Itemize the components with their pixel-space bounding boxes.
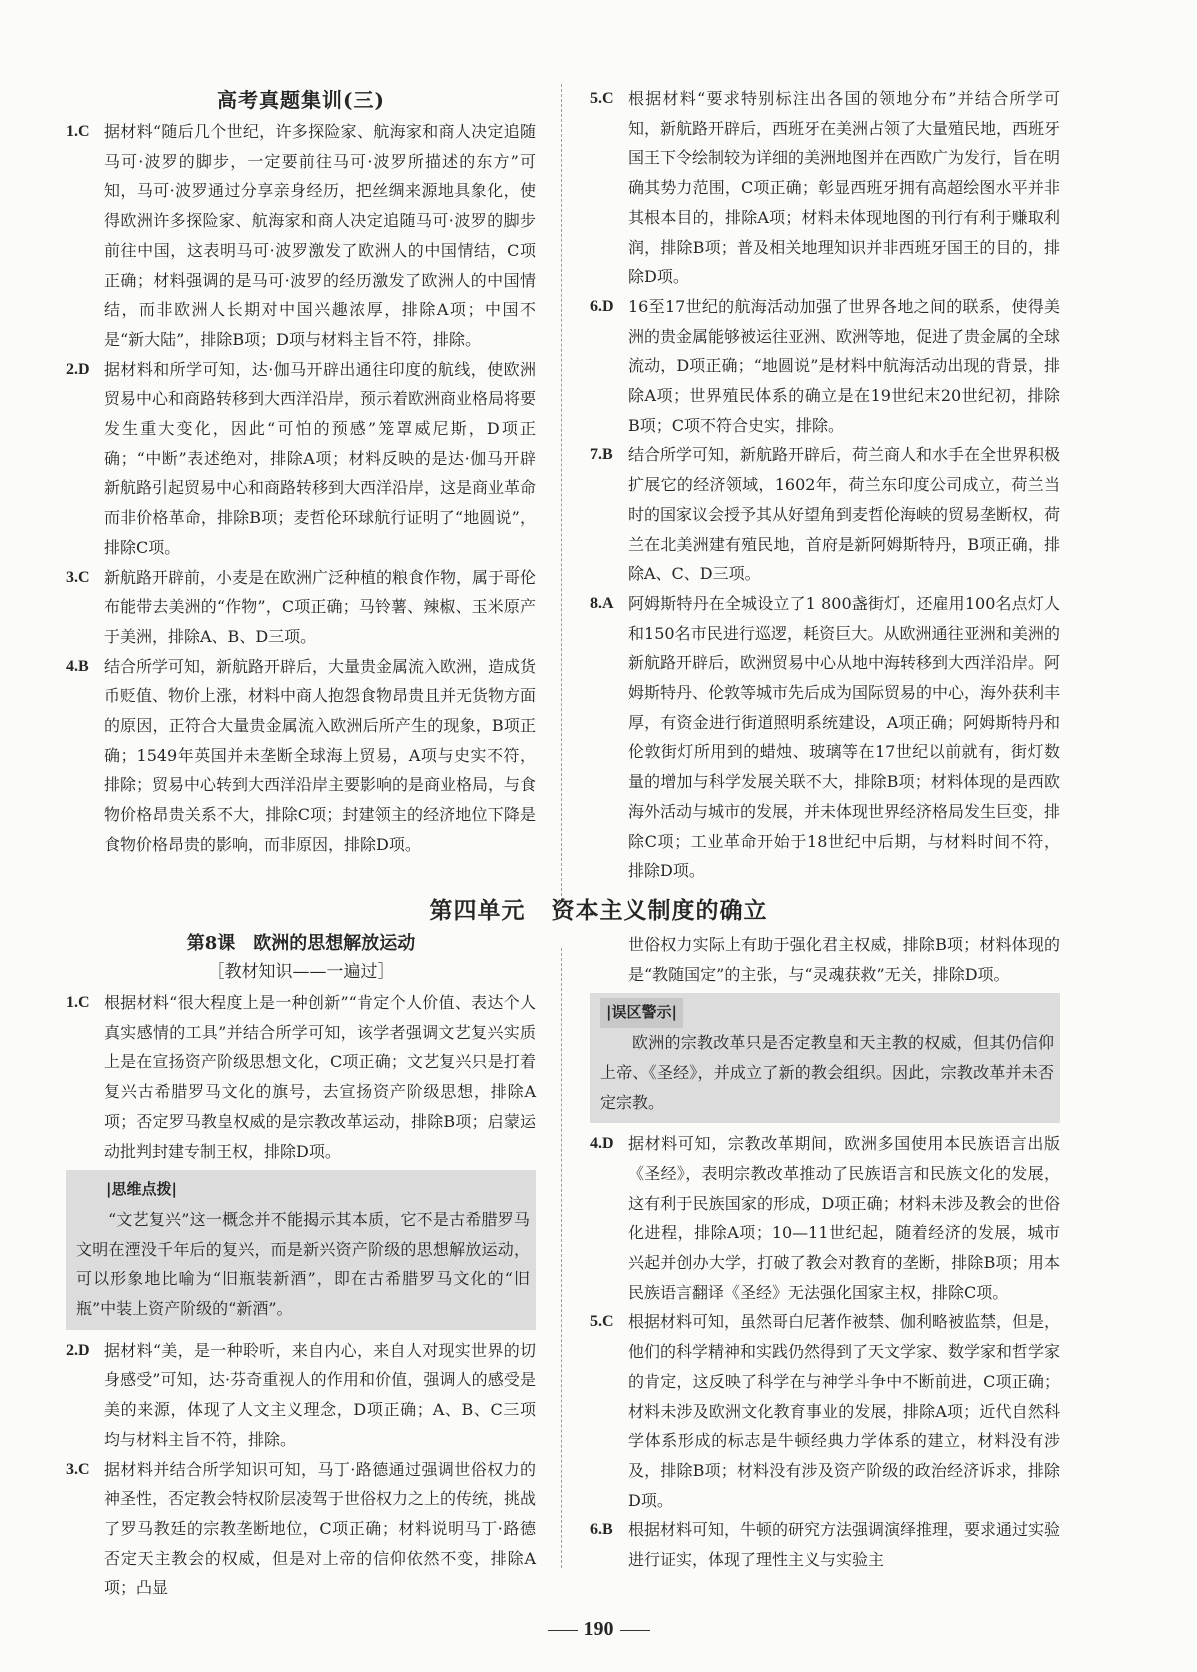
answer-number: 3.C (66, 568, 90, 586)
answer-item (66, 988, 536, 1166)
answer-number: 6.B (590, 1521, 613, 1539)
answer-text: 16至17世纪的航海活动加强了世界各地之间的联系，使得美洲的贵金属能够被运往亚洲、欧洲等地，促进了贵金属的全球流动，D项正确；“地圆说”是材料中航海活动出现的背景，排除A项；世界殖民体系的确立是在19世纪末20世纪初，排除B项；C项不符合史实，排除。 (628, 296, 1061, 435)
answer-item (590, 292, 1060, 441)
left-column-top (66, 84, 536, 860)
lesson-title: 第8课 欧洲的思想解放运动 (186, 933, 416, 954)
answer-number: 2.D (66, 1341, 90, 1359)
tip-box-text: “文艺复兴”这一概念并不能揭示其本质，它不是古希腊罗马文明在湮没千年后的复兴，而是新兴资产阶级的思想解放运动，可以形象地比喻为“旧瓶装新酒”，即在古希腊罗马文化的“旧瓶”中装上资产阶级的“新酒”。 (76, 1209, 530, 1319)
answer-text: 根据材料“要求特别标注出各国的领地分布”并结合所学可知，新航路开辟后，西班牙在美洲占领了大量殖民地，西班牙国王下令绘制较为详细的美洲地图并在西欧广为发行，旨在明确其势力范围，C项正确；彰显西班牙拥有高超绘图水平并非其根本目的，排除A项；材料未体现地图的刊行有利于赚取利润，排除B项；普及相关地理知识并非西班牙国王的目的，排除D项。 (628, 89, 1061, 287)
answer-number: 4.D (590, 1135, 614, 1153)
column-divider-bottom (561, 948, 562, 1568)
answer-text: 据材料可知，宗教改革期间，欧洲多国使用本民族语言出版《圣经》，表明宗教改革推动了民族语言和民族文化的发展，这有利于民族国家的形成，D项正确；材料未涉及教会的世俗化进程，排除A项；10—11世纪起，随着经济的发展，城市兴起并创办大学，打破了教会对教育的垄断，排除B项；用本民族语言翻译《圣经》无法强化国家主权，排除C项。 (628, 1134, 1060, 1302)
answer-number: 1.C (66, 994, 90, 1011)
answer-text: 据材料并结合所学知识可知，马丁·路德通过强调世俗权力的神圣性，否定教会特权阶层凌驾于世俗权力之上的传统，挑战了罗马教廷的宗教垄断地位，C项正确；材料说明马丁·路德否定天主教会的权威，但是对上帝的信仰依然不变，排除A项；凸显 (104, 1459, 537, 1598)
answer-number: 5.C (590, 90, 614, 107)
answer-item (590, 440, 1060, 589)
unit-number: 第四单元 (429, 898, 526, 924)
answer-number: 8.A (590, 594, 614, 612)
answer-item (66, 652, 536, 860)
answer-number: 1.C (66, 123, 90, 140)
answer-item (66, 1336, 536, 1455)
answer-text: 据材料“随后几个世纪，许多探险家、航海家和商人决定追随马可·波罗的脚步，一定要前往马可·波罗所描述的东方”可知，马可·波罗通过分享亲身经历，把丝绸来源地具象化，使得欧洲许多探险家、航海家和商人决定追随马可·波罗的脚步前往中国，这表明马可·波罗激发了欧洲人的中国情结，C项正确；材料强调的是马可·波罗的经历激发了欧洲人的中国情结，而非欧洲人长期对中国兴趣浓厚，排除A项；中国不是“新大陆”，排除B项；D项与材料主旨不符，排除。 (104, 122, 536, 349)
answer-item (66, 355, 536, 563)
answer-text: 根据材料可知，虽然哥白尼著作被禁、伽利略被监禁，但是，他们的科学精神和实践仍然得到了天文学家、数学家和哲学家的肯定，这反映了科学在与神学斗争中不断前进，C项正确；材料未涉及欧洲文化教育事业的发展，排除A项；近代自然科学体系形成的标志是牛顿经典力学体系的建立，材料没有涉及，排除B项；材料没有涉及资产阶级的政治经济诉求，排除D项。 (628, 1312, 1061, 1510)
lesson-subhead: ［教材知识——一遍过］ (207, 962, 395, 982)
answer-number: 7.B (590, 446, 613, 464)
unit-name: 资本主义制度的确立 (551, 898, 768, 924)
answer-text: 据材料和所学可知，达·伽马开辟出通往印度的航线，使欧洲贸易中心和商路转移到大西洋沿岸，预示着欧洲商业格局将要发生重大变化，因此“可怕的预感”笼罩威尼斯，D项正确；“中断”表述绝对，排除A项；材料反映的是达·伽马开辟新航路引起贸易中心和商路转移到大西洋沿岸，这是商业革命而非价格革命，排除B项；麦哲伦环球航行证明了“地圆说”，排除C项。 (104, 359, 537, 557)
page-number (0, 1618, 1197, 1641)
tip-box (66, 1170, 536, 1330)
column-divider-top (561, 84, 562, 896)
answer-item (590, 589, 1060, 886)
answer-item (66, 117, 536, 355)
answer-text: 阿姆斯特丹在全城设立了1 800盏街灯，还雇用100名点灯人和150名市民进行巡逻，耗资巨大。从欧洲通往亚洲和美洲的新航路开辟后，欧洲贸易中心从地中海转移到大西洋沿岸。阿姆斯特丹、伦敦等城市先后成为国际贸易的中心，海外获利丰厚，有资金进行街道照明系统建设，A项正确；阿姆斯特丹和伦敦街灯所用到的蜡烛、玻璃等在17世纪以前就有，街灯数量的增加与科学发展关联不大，排除B项；材料体现的是西欧海外活动与城市的发展，并未体现世界经济格局发生巨变，排除C项；工业革命开始于18世纪中后期，与材料时间不符，排除D项。 (628, 593, 1061, 881)
tip-box-label: |思维点拨| (106, 1180, 177, 1199)
answer-text: 根据材料可知，牛顿的研究方法强调演绎推理，要求通过实验进行证实，体现了理性主义与实验主 (628, 1520, 1061, 1570)
section-title: 高考真题集训(三) (217, 88, 385, 112)
answer-text: 世俗权力实际上有助于强化君主权威，排除B项；材料体现的是“教随国定”的主张，与“灵魂获救”无关，排除D项。 (628, 935, 1060, 984)
answer-item (590, 84, 1060, 292)
page-number-text: 190 (583, 1618, 614, 1640)
answer-text: 根据材料“很大程度上是一种创新”“肯定个人价值、表达个人真实感情的工具”并结合所学可知，该学者强调文艺复兴实质上是在宣扬资产阶级思想文化，C项正确；文艺复兴只是打着复兴古希腊罗马文化的旗号，去宣扬资产阶级思想，排除A项；否定罗马教皇权威的是宗教改革运动，排除B项；启蒙运动批判封建专制王权，排除D项。 (104, 993, 536, 1161)
answer-item (66, 563, 536, 652)
answer-item (590, 1307, 1060, 1515)
right-column-bottom (590, 930, 1060, 1575)
answer-number: 4.B (66, 657, 89, 675)
answer-text: 结合所学可知，新航路开辟后，荷兰商人和水手在全世界积极扩展它的经济领域，1602年，荷兰东印度公司成立，荷兰当时的国家议会授予其从好望角到麦哲伦海峡的贸易垄断权，荷兰在北美洲建有殖民地，首府是新阿姆斯特丹，B项正确，排除A、C、D三项。 (628, 445, 1061, 584)
answer-item (590, 1515, 1060, 1574)
answer-item (66, 1455, 536, 1604)
answer-item (590, 1129, 1060, 1307)
warning-box (590, 993, 1060, 1123)
warning-box-label: |误区警示| (600, 998, 683, 1028)
answer-text: 据材料“美，是一种聆听，来自内心，来自人对现实世界的切身感受”可知，达·芬奇重视人的作用和价值，强调人的感受是美的来源，体现了人文主义理念，D项正确；A、B、C三项均与材料主旨不符，排除。 (104, 1340, 536, 1449)
right-column-top (590, 84, 1060, 886)
unit-title (0, 892, 1197, 925)
answer-text: 新航路开辟前，小麦是在欧洲广泛种植的粮食作物，属于哥伦布能带去美洲的“作物”，C项正确；马铃薯、辣椒、玉米原产于美洲，排除A、B、D三项。 (104, 567, 537, 646)
answer-text: 结合所学可知，新航路开辟后，大量贵金属流入欧洲，造成货币贬值、物价上涨，材料中商人抱怨食物昂贵且并无货物方面的原因，正符合大量贵金属流入欧洲后所产生的现象，B项正确；1549年英国并未垄断全球海上贸易，A项与史实不符，排除；贸易中心转到大西洋沿岸主要影响的是商业格局，与食物价格昂贵关系不大，排除C项；封建领主的经济地位下降是食物价格昂贵的影响，而非原因，排除D项。 (104, 656, 537, 854)
answer-number: 2.D (66, 360, 90, 378)
answer-number: 6.D (590, 297, 614, 315)
warning-box-text: 欧洲的宗教改革只是否定教皇和天主教的权威，但其仍信仰上帝、《圣经》，并成立了新的教会组织。因此，宗教改革并未否定宗教。 (600, 1033, 1054, 1112)
answer-number: 5.C (590, 1313, 614, 1331)
answer-continuation (590, 930, 1060, 989)
answer-number: 3.C (66, 1460, 90, 1478)
left-column-bottom (66, 930, 536, 1603)
